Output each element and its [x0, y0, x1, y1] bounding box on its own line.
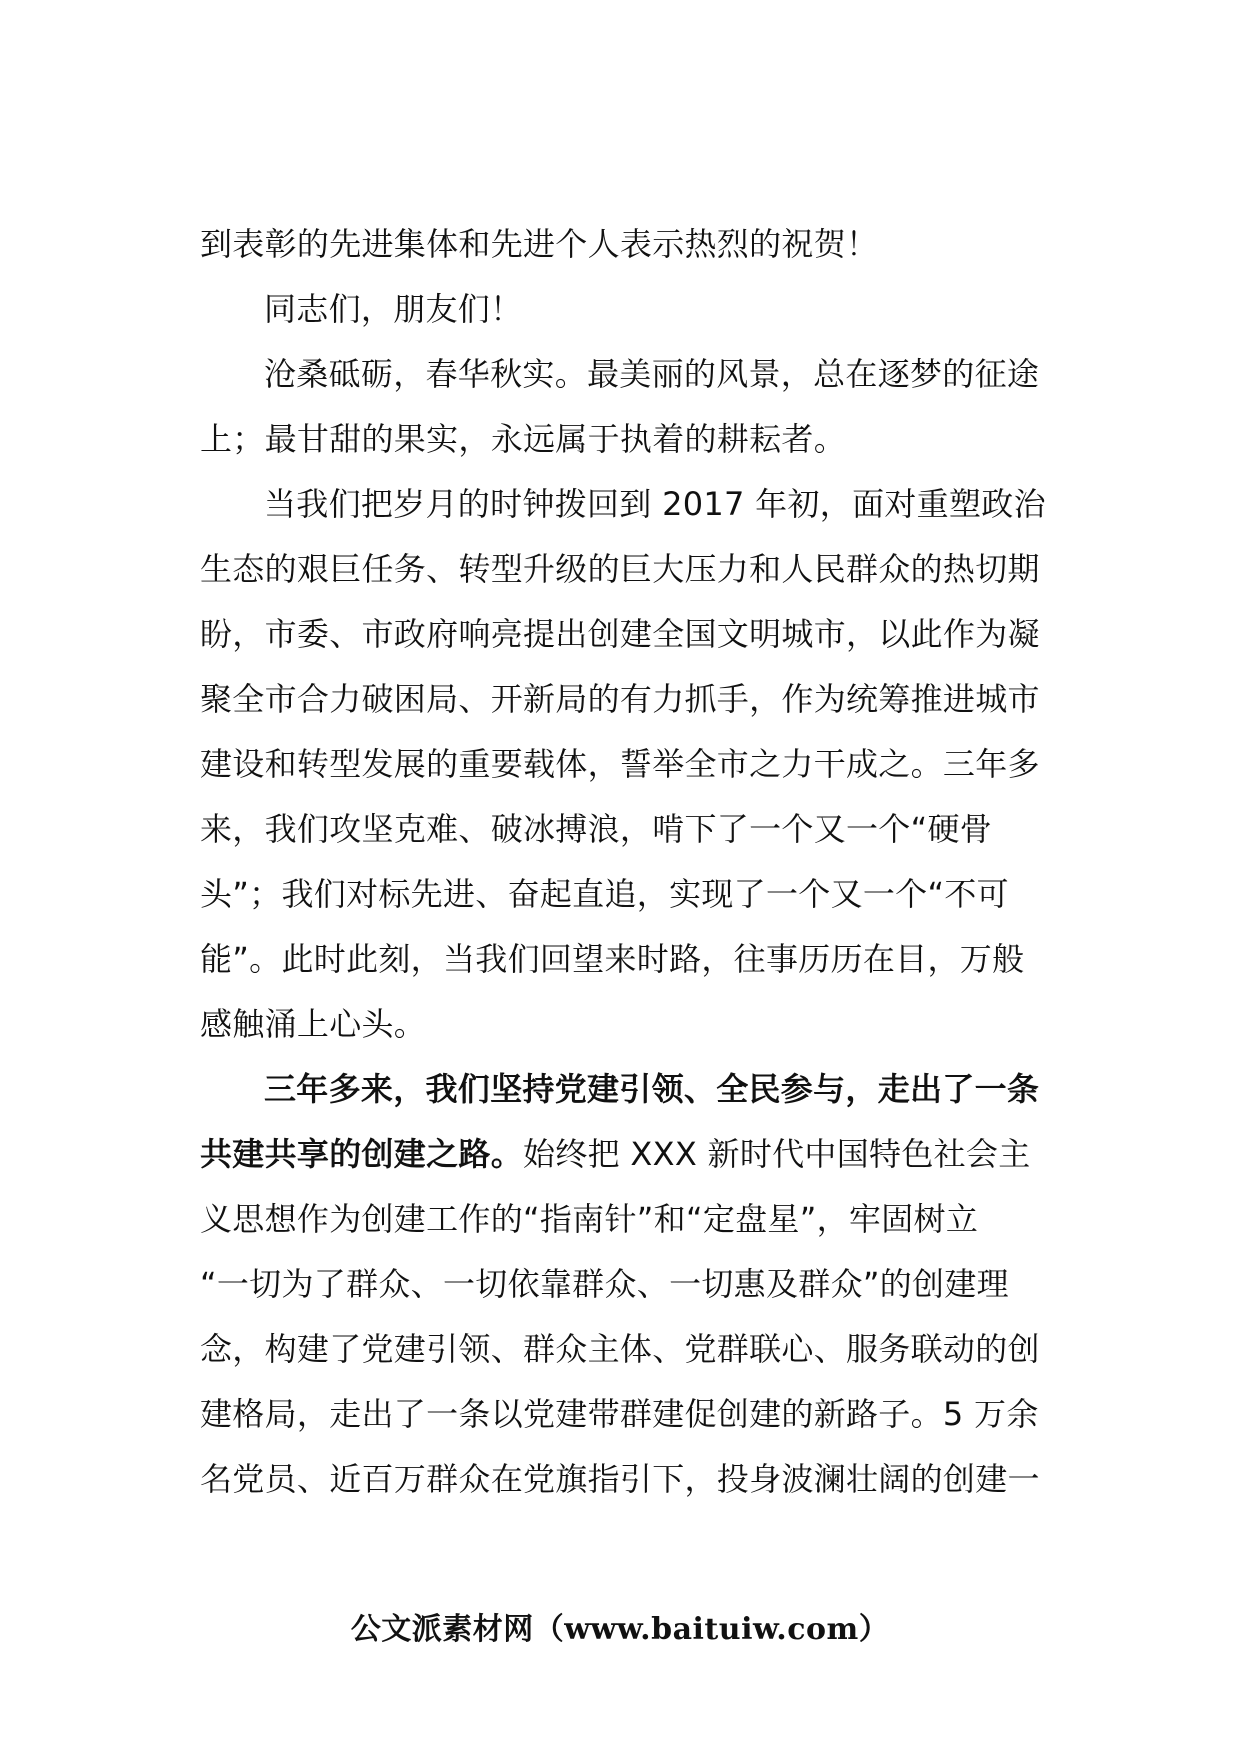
- body-line-12-text: 能”。此时此刻，当我们回望来时路，往事历历在目，万般: [200, 940, 1025, 978]
- body-line-19: [200, 1382, 1062, 1447]
- body-line-17-text: “一切为了群众、一切依靠群众、一切惠及群众”的创建理: [200, 1265, 1009, 1303]
- body-line-20-text: 名党员、近百万群众在党旗指引下，投身波澜壮阔的创建一: [200, 1460, 1040, 1498]
- body-line-2-salutation: [200, 277, 1062, 342]
- body-line-15-bold-text: 共建共享的创建之路。: [200, 1135, 524, 1173]
- body-line-14-bold-heading: [200, 1057, 1062, 1122]
- body-line-10-text: 来，我们攻坚克难、破冰搏浪，啃下了一个又一个“硬骨: [200, 810, 993, 848]
- body-line-13: [200, 992, 1062, 1057]
- body-line-19-text: 建格局，走出了一条以党建带群建促创建的新路子。5 万余: [200, 1395, 1039, 1433]
- body-line-10: [200, 797, 1062, 862]
- body-line-2-text: 同志们，朋友们！: [264, 290, 523, 328]
- body-line-16: [200, 1187, 1062, 1252]
- body-line-3-text: 沧桑砥砺，春华秋实。最美丽的风景，总在逐梦的征途: [264, 355, 1040, 393]
- body-line-7-text: 盼，市委、市政府响亮提出创建全国文明城市，以此作为凝: [200, 615, 1040, 653]
- body-line-1: [200, 212, 1062, 277]
- body-line-13-text: 感触涌上心头。: [200, 1005, 427, 1043]
- body-line-16-text: 义思想作为创建工作的“指南针”和“定盘星”，牢固树立: [200, 1200, 979, 1238]
- body-line-3: [200, 342, 1062, 407]
- body-line-6: [200, 537, 1062, 602]
- body-line-12: [200, 927, 1062, 992]
- body-line-14-text: 三年多来，我们坚持党建引领、全民参与，走出了一条: [264, 1070, 1040, 1108]
- body-line-4: [200, 407, 1062, 472]
- body-line-5-text: 当我们把岁月的时钟拨回到 2017 年初，面对重塑政治: [264, 485, 1046, 523]
- body-line-15: [200, 1122, 1062, 1187]
- document-body: [200, 212, 1062, 1512]
- body-line-6-text: 生态的艰巨任务、转型升级的巨大压力和人民群众的热切期: [200, 550, 1040, 588]
- body-line-4-text: 上；最甘甜的果实，永远属于执着的耕耘者。: [200, 420, 847, 458]
- body-line-5: [200, 472, 1062, 537]
- body-line-11-text: 头”；我们对标先进、奋起直追，实现了一个又一个“不可: [200, 875, 1009, 913]
- body-line-9: [200, 732, 1062, 797]
- body-line-9-text: 建设和转型发展的重要载体，誓举全市之力干成之。三年多: [200, 745, 1040, 783]
- body-line-11: [200, 862, 1062, 927]
- body-line-17: [200, 1252, 1062, 1317]
- footer-text: 公文派素材网（www.baituiw.com）: [350, 1612, 890, 1647]
- body-line-8: [200, 667, 1062, 732]
- body-line-18: [200, 1317, 1062, 1382]
- body-line-18-text: 念，构建了党建引领、群众主体、党群联心、服务联动的创: [200, 1330, 1040, 1368]
- footer-source-text: [0, 1604, 1240, 1654]
- body-line-20: [200, 1447, 1062, 1512]
- body-line-7: [200, 602, 1062, 667]
- body-line-15-text: 始终把 XXX 新时代中国特色社会主: [523, 1135, 1031, 1173]
- body-line-8-text: 聚全市合力破困局、开新局的有力抓手，作为统筹推进城市: [200, 680, 1040, 718]
- body-line-1-text: 到表彰的先进集体和先进个人表示热烈的祝贺！: [200, 225, 879, 263]
